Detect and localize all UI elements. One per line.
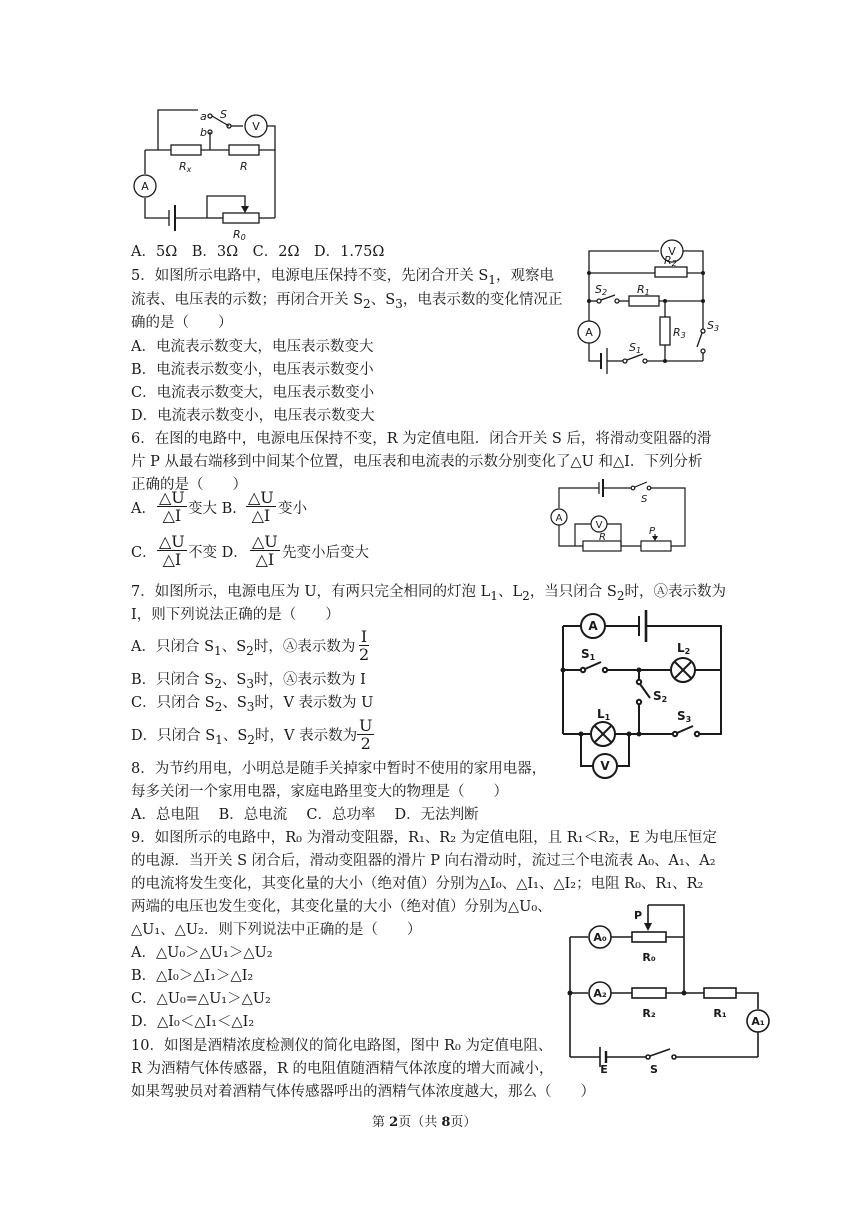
q7-option-c-s2: 2: [214, 699, 223, 714]
q7-option-b-tail: 时，Ⓐ表示数为 I: [254, 672, 366, 688]
q7-option-b-mid: 、S: [221, 672, 247, 688]
q9-option-d: D．△I₀＜△I₁＜△I₂: [131, 1014, 255, 1030]
q9-ammeter-a2-label: A₂: [593, 987, 607, 1000]
svg-text:R: [240, 160, 248, 173]
q7-option-d-num: U: [359, 716, 373, 735]
q7-label-s1: S: [581, 647, 590, 661]
q5-stem-line1-sub: 1: [488, 272, 496, 287]
svg-text:R0: [233, 228, 246, 242]
q5-option-a: A．电流表示数变大，电压表示数变大: [131, 339, 374, 355]
q7-stem-line1-tail: 时，Ⓐ表示数为: [624, 584, 727, 600]
q7-option-b-s3: 3: [246, 676, 255, 691]
q5-label-r3: R: [673, 326, 681, 339]
q6-option-a-label: A．: [131, 501, 156, 517]
q7-option-d: [131, 727, 357, 749]
q7-option-d-fraction: [357, 717, 374, 752]
q7-option-b: [131, 671, 366, 693]
q7-label-l1-sub: 1: [604, 713, 611, 722]
q7-option-c-s3: 3: [246, 699, 255, 714]
q6-label-s: S: [641, 494, 648, 505]
q6-fraction-a-num: △U: [159, 488, 185, 507]
q9-option-c: C．△U₀=△U₁＞△U₂: [131, 991, 271, 1007]
footer-total-pages: 8: [441, 1115, 451, 1130]
q5-stem-line1-tail: ，观察电: [495, 268, 554, 284]
q9-stem-line2: 的电源．当开关 S 闭合后，滑动变阻器的滑片 P 向右滑动时，流过三个电流表 A₀、A₁、A₂: [131, 853, 716, 869]
q6-stem-line3: 正确的是（ ）: [131, 477, 247, 493]
q7-option-a-fraction: [357, 628, 371, 663]
q4-circuit-diagram: [125, 106, 285, 242]
q6-option-c-label: C．: [131, 545, 157, 561]
svg-text:R3: [673, 326, 686, 340]
q7-ammeter-label: A: [588, 619, 598, 633]
q8-options: A．总电阻 B．总电流 C．总功率 D．无法判断: [131, 807, 479, 823]
q6-ammeter-label: A: [555, 513, 563, 524]
q7-option-d-tail: 时，V 表示数为: [254, 728, 358, 744]
q5-label-r2: R: [664, 254, 672, 267]
q7-circuit-diagram: [553, 610, 733, 782]
q6-voltmeter-label: V: [595, 520, 603, 531]
q7-label-l1: L: [597, 707, 605, 721]
q7-label-s1-sub: 1: [589, 653, 596, 662]
q5-label-s2-sub: 2: [601, 288, 608, 297]
q5-option-c: C．电流表示数变大，电压表示数变小: [131, 385, 375, 401]
q4-label-rx-sub: x: [186, 165, 192, 174]
q6-stem-line1: 6．在图的电路中，电源电压保持不变，R 为定值电阻．闭合开关 S 后，将滑动变阻器的滑: [131, 431, 712, 447]
q7-option-b-text: B．只闭合 S: [131, 672, 215, 688]
q5-stem-line2-s2: 2: [363, 296, 371, 311]
q5-stem-line2-text: 流表、电压表的示数；再闭合开关 S: [131, 292, 364, 308]
q5-label-s3: S: [707, 319, 714, 332]
q6-fraction-b-den: △I: [251, 506, 271, 525]
svg-text:S3: [677, 709, 691, 724]
q9-stem-line3: 的电流将发生变化，其变化量的大小（绝对值）分别为△I₀、△I₁、△I₂；电阻 R₀、R₁、R₂: [131, 876, 704, 892]
q7-label-s3: S: [677, 709, 686, 723]
q4-label-r0: R: [233, 228, 241, 241]
q4-label-r: R: [240, 160, 248, 173]
q9-stem-line5: △U₁、△U₂．则下列说法中正确的是（ ）: [131, 922, 422, 938]
q7-option-a-s1: 1: [214, 643, 222, 658]
q4-label-s: S: [220, 108, 227, 121]
q5-stem-line2-tail: ，电表示数的变化情况正: [402, 292, 563, 308]
svg-text:Rx: [179, 160, 192, 174]
q5-label-r3-sub: 3: [680, 331, 686, 340]
q7-option-d-mid: 、S: [222, 728, 248, 744]
q7-label-s2-sub: 2: [661, 695, 668, 704]
svg-text:b: [200, 126, 207, 139]
q6-label-r: R: [599, 532, 606, 543]
q6-fraction-c: [157, 533, 187, 568]
footer-post: 页）: [450, 1115, 477, 1130]
q7-voltmeter-label: V: [600, 759, 610, 773]
footer-mid: 页（共: [398, 1115, 442, 1130]
q9-label-p: P: [633, 909, 643, 922]
q7-label-s3-sub: 3: [685, 715, 692, 724]
q7-option-a-s2: 2: [246, 643, 254, 658]
q6-fraction-a-den: △I: [162, 506, 182, 525]
q5-stem-line2-s3: 3: [395, 296, 403, 311]
q7-option-a-den: 2: [359, 645, 370, 664]
page-footer: [372, 1114, 476, 1132]
q7-option-d-den: 2: [360, 734, 371, 753]
q4-voltmeter-label: V: [252, 120, 260, 133]
q4-options: A．5Ω B．3Ω C．2Ω D．1.75Ω: [131, 244, 385, 260]
q4-label-r0-sub: 0: [240, 233, 246, 242]
q10-stem-line2: R 为酒精气体传感器，R 的电阻值随酒精气体浓度的增大而减小，: [131, 1061, 554, 1077]
q7-option-c-text: C．只闭合 S: [131, 695, 215, 711]
q5-option-b: B．电流表示数变小，电压表示数变小: [131, 362, 374, 378]
q9-stem-line4: 两端的电压也发生变化，其变化量的大小（绝对值）分别为△U₀、: [131, 899, 552, 915]
q9-ammeter-a0-label: A₀: [593, 931, 607, 944]
q7-option-a-tail: 时，Ⓐ表示数为: [253, 639, 356, 655]
q9-stem-line1: 9．如图所示的电路中，R₀ 为滑动变阻器，R₁、R₂ 为定值电阻，且 R₁＜R₂，E 为电压恒定: [131, 830, 717, 846]
q4-label-rx: R: [179, 160, 187, 173]
footer-page-number: 2: [389, 1115, 399, 1130]
svg-text:S1: [629, 341, 641, 355]
q5-circuit-diagram: [575, 237, 725, 377]
svg-text:L1: [597, 707, 611, 722]
svg-text:S1: [581, 647, 596, 662]
q9-ammeter-a1-label: A₁: [751, 1015, 765, 1028]
q7-option-a-num: I: [360, 627, 368, 646]
svg-text:L2: [677, 641, 690, 656]
q6-fraction-c-den: △I: [162, 550, 182, 569]
q7-label-s2: S: [653, 689, 662, 703]
q7-stem-line2: I，则下列说法正确的是（ ）: [131, 607, 340, 623]
q6-label-p: P: [649, 526, 656, 537]
q5-ammeter-label: A: [585, 326, 593, 339]
q9-label-r0: R₀: [642, 951, 656, 964]
svg-text:S3: [707, 319, 719, 333]
q7-label-l2: L: [677, 641, 685, 655]
q9-circuit-diagram: [562, 903, 772, 1075]
q5-stem-line2-mid: 、S: [370, 292, 396, 308]
q7-option-a-mid: 、S: [221, 639, 247, 655]
svg-text:S2: [653, 689, 667, 704]
q6-option-c-text: 不变 D．: [188, 545, 248, 561]
q7-option-d-s1: 1: [215, 732, 223, 747]
q4-label-b: b: [200, 126, 207, 139]
q6-fraction-b-num: △U: [248, 488, 274, 507]
q5-voltmeter-label: V: [668, 245, 676, 258]
q7-option-d-s2: 2: [247, 732, 255, 747]
q5-label-s3-sub: 3: [713, 324, 720, 333]
q7-option-b-s2: 2: [214, 676, 222, 691]
q6-option-b-text: 变小: [278, 501, 307, 517]
q7-option-c-mid: 、S: [222, 695, 247, 711]
q5-stem-line2: [131, 291, 562, 313]
q5-option-d: D．电流表示数变小，电压表示数变大: [131, 408, 375, 424]
q7-stem-line1-mid: 、L: [497, 584, 523, 600]
q6-option-d-text: 先变小后变大: [282, 545, 369, 561]
q5-label-s1-sub: 1: [635, 346, 642, 355]
q6-fraction-d-num: △U: [252, 532, 278, 551]
q6-fraction-b: [246, 489, 276, 524]
q10-stem-line3: 如果驾驶员对着酒精气体传感器呼出的酒精气体浓度越大，那么（ ）: [131, 1084, 595, 1100]
svg-text:S: [220, 108, 227, 121]
q5-label-r2-sub: 2: [671, 259, 677, 268]
q7-stem-l1-sub: 1: [490, 588, 498, 603]
q5-label-r1: R: [637, 283, 645, 296]
q7-stem-s2-sub: 2: [616, 588, 625, 603]
q6-fraction-a: [157, 489, 187, 524]
q6-fraction-d: [250, 533, 280, 568]
q10-stem-line1: 10．如图是酒精浓度检测仪的简化电路图，图中 R₀ 为定值电阻、: [131, 1038, 553, 1054]
q9-option-b: B．△I₀＞△I₁＞△I₂: [131, 968, 254, 984]
q7-option-d-text: D．只闭合 S: [131, 728, 216, 744]
q8-stem-line2: 每多关闭一个家用电器，家庭电路里变大的物理是（ ）: [131, 784, 508, 800]
q6-stem-line2: 片 P 从最右端移到中间某个位置，电压表和电流表的示数分别变化了△U 和△I．下列分析: [131, 454, 703, 470]
q7-stem-l2-sub: 2: [522, 588, 530, 603]
q7-option-a: [131, 638, 355, 660]
q5-stem-line1-text: 5．如图所示电路中，电源电压保持不变，先闭合开关 S: [131, 268, 489, 284]
q5-label-r1-sub: 1: [644, 288, 650, 297]
q9-label-r2: R₂: [642, 1007, 656, 1020]
q7-option-c: [131, 694, 373, 716]
q6-fraction-c-num: △U: [159, 532, 185, 551]
q7-stem-line1-text: 7．如图所示，电源电压为 U，有两只完全相同的灯泡 L: [131, 584, 491, 600]
q5-stem-line1: [131, 267, 554, 289]
q9-option-a: A．△U₀＞△U₁＞△U₂: [131, 945, 273, 961]
q5-stem-line3: 确的是（ ）: [131, 315, 233, 331]
q5-label-s2: S: [595, 283, 602, 296]
q7-stem-line1-mid2: ，当只闭合 S: [529, 584, 617, 600]
q4-label-a: a: [200, 110, 207, 123]
q7-stem-line1: [131, 583, 726, 605]
q8-stem-line1: 8．为节约用电，小明总是随手关掉家中暂时不使用的家用电器，: [131, 761, 547, 777]
svg-text:R1: [637, 283, 650, 297]
q9-label-r1: R₁: [713, 1007, 727, 1020]
q4-ammeter-label: A: [141, 180, 149, 193]
q5-label-s1: S: [629, 341, 636, 354]
q7-label-l2-sub: 2: [684, 647, 691, 656]
q7-option-a-text: A．只闭合 S: [131, 639, 215, 655]
q6-option-a-text: 变大 B．: [188, 501, 247, 517]
q7-option-c-tail: 时，V 表示数为 U: [254, 695, 374, 711]
q6-fraction-d-den: △I: [255, 550, 275, 569]
q9-label-e: E: [600, 1063, 608, 1075]
q6-circuit-diagram: [545, 478, 690, 558]
svg-text:a: [200, 110, 207, 123]
footer-pre: 第: [372, 1115, 390, 1130]
q9-label-s: S: [650, 1063, 658, 1075]
svg-text:S2: [595, 283, 607, 297]
